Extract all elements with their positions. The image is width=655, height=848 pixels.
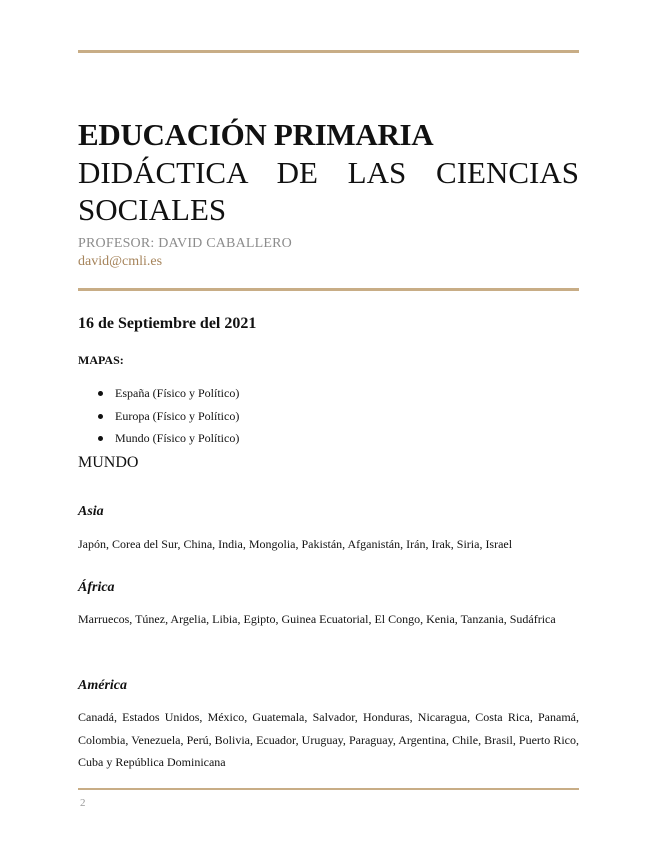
region-heading-africa: África bbox=[78, 580, 115, 595]
course-title: EDUCACIÓN PRIMARIA bbox=[78, 117, 434, 152]
header-divider bbox=[78, 288, 579, 291]
list-item: Europa (Físico y Político) bbox=[78, 405, 239, 428]
america-countries: Canadá, Estados Unidos, México, Guatemala, Salvador, Honduras, Nicaragua, Costa Rica, Panamá, Colombia, Venezuela, Perú, Bolivia, Ecuador, Uruguay, Paraguay, Argentina, Chile, Brasil, Puerto Rico, Cuba y República Dominicana bbox=[78, 710, 579, 769]
professor-email: david@cmli.es bbox=[78, 254, 163, 269]
footer-divider bbox=[78, 788, 579, 790]
top-divider bbox=[78, 50, 579, 53]
page-number: 2 bbox=[80, 797, 86, 809]
world-heading: MUNDO bbox=[78, 454, 139, 471]
professor-name: PROFESOR: DAVID CABALLERO bbox=[78, 236, 292, 251]
region-heading-asia: Asia bbox=[78, 504, 104, 519]
list-item: Mundo (Físico y Político) bbox=[78, 427, 239, 450]
maps-heading: MAPAS: bbox=[78, 353, 124, 367]
asia-countries: Japón, Corea del Sur, China, India, Mongolia, Pakistán, Afganistán, Irán, Irak, Siria, Israel bbox=[78, 537, 513, 551]
lesson-date: 16 de Septiembre del 2021 bbox=[78, 315, 257, 332]
list-item: España (Físico y Político) bbox=[78, 382, 239, 405]
maps-list bbox=[78, 382, 239, 450]
africa-countries: Marruecos, Túnez, Argelia, Libia, Egipto, Guinea Ecuatorial, El Congo, Kenia, Tanzania, Sudáfrica bbox=[78, 612, 556, 626]
region-heading-america: América bbox=[78, 678, 127, 693]
course-subtitle: DIDÁCTICA DE LAS CIENCIAS SOCIALES bbox=[78, 155, 579, 227]
